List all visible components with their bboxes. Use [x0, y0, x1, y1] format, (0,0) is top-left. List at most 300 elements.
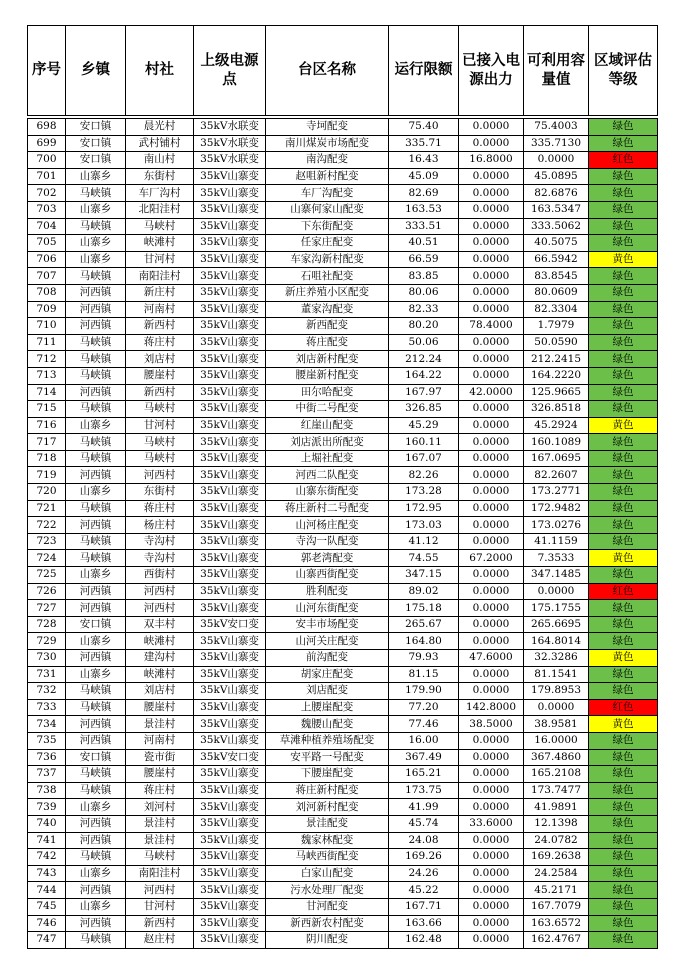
- cell-connected: 67.2000: [459, 550, 524, 567]
- cell-limit: 74.55: [389, 550, 459, 567]
- cell-source: 35kV水联变: [194, 152, 266, 169]
- cell-connected: 0.0000: [459, 135, 524, 152]
- cell-index: 713: [28, 367, 66, 384]
- cell-town: 马峡镇: [66, 533, 126, 550]
- cell-village: 刘河村: [126, 799, 194, 816]
- cell-connected: 0.0000: [459, 401, 524, 418]
- cell-area-name: 车厂沟配变: [266, 185, 389, 202]
- cell-limit: 160.11: [389, 434, 459, 451]
- cell-limit: 82.26: [389, 467, 459, 484]
- cell-index: 710: [28, 318, 66, 335]
- cell-available: 165.2108: [524, 766, 589, 783]
- cell-town: 山寨乡: [66, 898, 126, 915]
- cell-source: 35kV山寨变: [194, 799, 266, 816]
- cell-index: 698: [28, 119, 66, 136]
- cell-town: 河西镇: [66, 650, 126, 667]
- cell-available: 66.5942: [524, 251, 589, 268]
- cell-source: 35kV山寨变: [194, 434, 266, 451]
- table-row: [28, 218, 658, 235]
- cell-town: 马峡镇: [66, 550, 126, 567]
- cell-available: 81.1541: [524, 666, 589, 683]
- cell-village: 寺沟村: [126, 533, 194, 550]
- cell-area-name: 刘店配变: [266, 683, 389, 700]
- cell-level: 黄色: [589, 251, 658, 268]
- cell-available: 45.0895: [524, 168, 589, 185]
- cell-town: 山寨乡: [66, 865, 126, 882]
- table-row: [28, 500, 658, 517]
- cell-source: 35kV山寨变: [194, 815, 266, 832]
- cell-connected: 78.4000: [459, 318, 524, 335]
- cell-connected: 0.0000: [459, 218, 524, 235]
- cell-area-name: 寺沟一队配变: [266, 533, 389, 550]
- cell-source: 35kV山寨变: [194, 517, 266, 534]
- cell-area-name: 景洼配变: [266, 815, 389, 832]
- cell-source: 35kV安口变: [194, 749, 266, 766]
- cell-town: 山寨乡: [66, 201, 126, 218]
- cell-connected: 0.0000: [459, 799, 524, 816]
- cell-connected: 0.0000: [459, 666, 524, 683]
- table-row: [28, 401, 658, 418]
- cell-available: 41.1159: [524, 533, 589, 550]
- cell-limit: 164.80: [389, 633, 459, 650]
- cell-connected: 0.0000: [459, 616, 524, 633]
- cell-connected: 0.0000: [459, 849, 524, 866]
- cell-town: 河西镇: [66, 301, 126, 318]
- cell-available: 173.2771: [524, 484, 589, 501]
- cell-town: 马峡镇: [66, 401, 126, 418]
- table-row: [28, 434, 658, 451]
- cell-index: 706: [28, 251, 66, 268]
- cell-source: 35kV山寨变: [194, 235, 266, 252]
- cell-level: 绿色: [589, 367, 658, 384]
- cell-area-name: 蒋庄新村配变: [266, 782, 389, 799]
- cell-available: 45.2171: [524, 882, 589, 899]
- table-row: [28, 550, 658, 567]
- cell-limit: 41.99: [389, 799, 459, 816]
- cell-connected: 0.0000: [459, 600, 524, 617]
- cell-source: 35kV山寨变: [194, 168, 266, 185]
- cell-limit: 167.07: [389, 450, 459, 467]
- cell-available: 335.7130: [524, 135, 589, 152]
- cell-limit: 367.49: [389, 749, 459, 766]
- cell-limit: 89.02: [389, 583, 459, 600]
- cell-limit: 77.20: [389, 699, 459, 716]
- cell-limit: 41.12: [389, 533, 459, 550]
- cell-town: 马峡镇: [66, 500, 126, 517]
- cell-area-name: 刘店派出所配变: [266, 434, 389, 451]
- cell-area-name: 草滩种植养殖场配变: [266, 732, 389, 749]
- cell-town: 河西镇: [66, 517, 126, 534]
- cell-level: 绿色: [589, 517, 658, 534]
- cell-connected: 0.0000: [459, 732, 524, 749]
- cell-town: 河西镇: [66, 284, 126, 301]
- cell-area-name: 污水处理厂配变: [266, 882, 389, 899]
- table-row: [28, 467, 658, 484]
- cell-village: 新西村: [126, 915, 194, 932]
- cell-village: 蒋庄村: [126, 782, 194, 799]
- cell-available: 169.2638: [524, 849, 589, 866]
- table-row: [28, 384, 658, 401]
- cell-village: 腰崖村: [126, 699, 194, 716]
- cell-level: 绿色: [589, 119, 658, 136]
- table-row: [28, 168, 658, 185]
- cell-source: 35kV山寨变: [194, 849, 266, 866]
- table-row: [28, 683, 658, 700]
- cell-limit: 173.28: [389, 484, 459, 501]
- cell-connected: 16.8000: [459, 152, 524, 169]
- cell-available: 41.9891: [524, 799, 589, 816]
- table-row: [28, 201, 658, 218]
- cell-limit: 333.51: [389, 218, 459, 235]
- cell-source: 35kV山寨变: [194, 832, 266, 849]
- cell-source: 35kV山寨变: [194, 633, 266, 650]
- cell-index: 699: [28, 135, 66, 152]
- cell-area-name: 魏腰山配变: [266, 716, 389, 733]
- cell-source: 35kV山寨变: [194, 185, 266, 202]
- cell-source: 35kV山寨变: [194, 450, 266, 467]
- cell-source: 35kV山寨变: [194, 915, 266, 932]
- cell-area-name: 马峡西街配变: [266, 849, 389, 866]
- cell-index: 718: [28, 450, 66, 467]
- cell-limit: 16.00: [389, 732, 459, 749]
- cell-town: 马峡镇: [66, 268, 126, 285]
- table-row: [28, 301, 658, 318]
- cell-town: 马峡镇: [66, 683, 126, 700]
- cell-town: 马峡镇: [66, 434, 126, 451]
- cell-level: 绿色: [589, 450, 658, 467]
- cell-level: 绿色: [589, 334, 658, 351]
- cell-village: 峡滩村: [126, 633, 194, 650]
- cell-connected: 0.0000: [459, 683, 524, 700]
- table-row: [28, 600, 658, 617]
- cell-village: 瓷市街: [126, 749, 194, 766]
- table-row: [28, 832, 658, 849]
- cell-area-name: 中街二号配变: [266, 401, 389, 418]
- cell-source: 35kV山寨变: [194, 550, 266, 567]
- table-row: [28, 533, 658, 550]
- cell-index: 723: [28, 533, 66, 550]
- cell-source: 35kV水联变: [194, 135, 266, 152]
- cell-source: 35kV山寨变: [194, 567, 266, 584]
- cell-available: 0.0000: [524, 152, 589, 169]
- cell-level: 黄色: [589, 417, 658, 434]
- cell-level: 绿色: [589, 235, 658, 252]
- cell-index: 730: [28, 650, 66, 667]
- cell-source: 35kV山寨变: [194, 865, 266, 882]
- cell-area-name: 胡家庄配变: [266, 666, 389, 683]
- cell-source: 35kV山寨变: [194, 583, 266, 600]
- cell-town: 马峡镇: [66, 334, 126, 351]
- cell-town: 山寨乡: [66, 235, 126, 252]
- cell-available: 38.9581: [524, 716, 589, 733]
- cell-limit: 165.21: [389, 766, 459, 783]
- cell-connected: 142.8000: [459, 699, 524, 716]
- cell-village: 蒋庄村: [126, 334, 194, 351]
- cell-available: 167.0695: [524, 450, 589, 467]
- cell-source: 35kV山寨变: [194, 384, 266, 401]
- cell-limit: 173.03: [389, 517, 459, 534]
- cell-level: 绿色: [589, 683, 658, 700]
- cell-connected: 42.0000: [459, 384, 524, 401]
- cell-index: 700: [28, 152, 66, 169]
- table-row: [28, 135, 658, 152]
- cell-source: 35kV山寨变: [194, 666, 266, 683]
- table-row: [28, 898, 658, 915]
- cell-area-name: 河西二队配变: [266, 467, 389, 484]
- cell-level: 绿色: [589, 932, 658, 949]
- cell-connected: 0.0000: [459, 467, 524, 484]
- cell-level: 红色: [589, 699, 658, 716]
- cell-source: 35kV山寨变: [194, 533, 266, 550]
- cell-available: 163.6572: [524, 915, 589, 932]
- cell-village: 峡滩村: [126, 666, 194, 683]
- cell-connected: 0.0000: [459, 301, 524, 318]
- cell-index: 715: [28, 401, 66, 418]
- cell-limit: 265.67: [389, 616, 459, 633]
- cell-area-name: 刘河新村配变: [266, 799, 389, 816]
- cell-area-name: 下腰崖配变: [266, 766, 389, 783]
- cell-connected: 0.0000: [459, 533, 524, 550]
- cell-level: 黄色: [589, 716, 658, 733]
- cell-village: 南阳洼村: [126, 268, 194, 285]
- cell-town: 河西镇: [66, 600, 126, 617]
- cell-available: 75.4003: [524, 119, 589, 136]
- cell-village: 腰崖村: [126, 766, 194, 783]
- cell-level: 绿色: [589, 865, 658, 882]
- cell-town: 马峡镇: [66, 367, 126, 384]
- cell-level: 绿色: [589, 168, 658, 185]
- table-row: [28, 119, 658, 136]
- cell-source: 35kV山寨变: [194, 467, 266, 484]
- cell-index: 745: [28, 898, 66, 915]
- cell-index: 726: [28, 583, 66, 600]
- cell-village: 景洼村: [126, 716, 194, 733]
- cell-index: 717: [28, 434, 66, 451]
- cell-village: 马峡村: [126, 849, 194, 866]
- cell-area-name: 蒋庄新村二号配变: [266, 500, 389, 517]
- cell-town: 河西镇: [66, 318, 126, 335]
- cell-level: 绿色: [589, 782, 658, 799]
- cell-source: 35kV山寨变: [194, 500, 266, 517]
- table-row: [28, 815, 658, 832]
- cell-village: 河西村: [126, 467, 194, 484]
- cell-village: 腰崖村: [126, 367, 194, 384]
- cell-village: 南阳洼村: [126, 865, 194, 882]
- cell-level: 绿色: [589, 201, 658, 218]
- table-row: [28, 235, 658, 252]
- cell-level: 红色: [589, 583, 658, 600]
- cell-connected: 0.0000: [459, 268, 524, 285]
- cell-level: 绿色: [589, 384, 658, 401]
- cell-level: 绿色: [589, 135, 658, 152]
- cell-available: 125.9665: [524, 384, 589, 401]
- cell-index: 711: [28, 334, 66, 351]
- cell-index: 709: [28, 301, 66, 318]
- cell-source: 35kV山寨变: [194, 334, 266, 351]
- cell-level: 绿色: [589, 600, 658, 617]
- cell-level: 绿色: [589, 434, 658, 451]
- cell-area-name: 安丰市场配变: [266, 616, 389, 633]
- header-index: 序号: [28, 26, 66, 116]
- cell-town: 山寨乡: [66, 567, 126, 584]
- cell-village: 甘河村: [126, 417, 194, 434]
- cell-level: 绿色: [589, 882, 658, 899]
- cell-source: 35kV山寨变: [194, 898, 266, 915]
- cell-connected: 0.0000: [459, 898, 524, 915]
- cell-available: 1.7979: [524, 318, 589, 335]
- cell-source: 35kV山寨变: [194, 301, 266, 318]
- cell-source: 35kV山寨变: [194, 367, 266, 384]
- cell-town: 安口镇: [66, 616, 126, 633]
- table-row: [28, 782, 658, 799]
- cell-index: 721: [28, 500, 66, 517]
- cell-town: 河西镇: [66, 732, 126, 749]
- cell-village: 东街村: [126, 484, 194, 501]
- cell-limit: 77.46: [389, 716, 459, 733]
- cell-level: 绿色: [589, 467, 658, 484]
- cell-index: 732: [28, 683, 66, 700]
- cell-area-name: 蒋庄配变: [266, 334, 389, 351]
- cell-source: 35kV山寨变: [194, 600, 266, 617]
- cell-connected: 0.0000: [459, 484, 524, 501]
- cell-level: 绿色: [589, 633, 658, 650]
- cell-village: 北阳洼村: [126, 201, 194, 218]
- cell-source: 35kV山寨变: [194, 732, 266, 749]
- cell-area-name: 山河杨庄配变: [266, 517, 389, 534]
- cell-source: 35kV山寨变: [194, 932, 266, 949]
- cell-source: 35kV山寨变: [194, 401, 266, 418]
- cell-limit: 66.59: [389, 251, 459, 268]
- cell-village: 河西村: [126, 583, 194, 600]
- cell-village: 马峡村: [126, 218, 194, 235]
- cell-level: 绿色: [589, 832, 658, 849]
- cell-level: 绿色: [589, 533, 658, 550]
- cell-village: 刘店村: [126, 351, 194, 368]
- table-row: [28, 650, 658, 667]
- cell-available: 82.6876: [524, 185, 589, 202]
- header-level: 区域评估等级: [589, 26, 658, 116]
- cell-source: 35kV山寨变: [194, 683, 266, 700]
- cell-index: 734: [28, 716, 66, 733]
- cell-town: 山寨乡: [66, 251, 126, 268]
- cell-available: 173.7477: [524, 782, 589, 799]
- table-row: [28, 268, 658, 285]
- cell-available: 40.5075: [524, 235, 589, 252]
- cell-area-name: 红崖山配变: [266, 417, 389, 434]
- cell-index: 737: [28, 766, 66, 783]
- cell-level: 绿色: [589, 616, 658, 633]
- cell-level: 绿色: [589, 318, 658, 335]
- cell-area-name: 赵咀新村配变: [266, 168, 389, 185]
- cell-index: 739: [28, 799, 66, 816]
- cell-source: 35kV山寨变: [194, 318, 266, 335]
- cell-level: 绿色: [589, 915, 658, 932]
- cell-index: 716: [28, 417, 66, 434]
- cell-available: 173.0276: [524, 517, 589, 534]
- cell-available: 12.1398: [524, 815, 589, 832]
- cell-town: 马峡镇: [66, 699, 126, 716]
- cell-limit: 212.24: [389, 351, 459, 368]
- cell-index: 714: [28, 384, 66, 401]
- cell-connected: 0.0000: [459, 367, 524, 384]
- cell-index: 742: [28, 849, 66, 866]
- cell-area-name: 新西新农村配变: [266, 915, 389, 932]
- cell-source: 35kV山寨变: [194, 417, 266, 434]
- cell-village: 赵庄村: [126, 932, 194, 949]
- cell-town: 河西镇: [66, 583, 126, 600]
- cell-village: 景洼村: [126, 815, 194, 832]
- cell-limit: 75.40: [389, 119, 459, 136]
- cell-available: 164.2220: [524, 367, 589, 384]
- cell-available: 212.2415: [524, 351, 589, 368]
- cell-area-name: 南川煤炭市场配变: [266, 135, 389, 152]
- cell-index: 738: [28, 782, 66, 799]
- cell-source: 35kV山寨变: [194, 351, 266, 368]
- cell-village: 马峡村: [126, 450, 194, 467]
- cell-source: 35kV山寨变: [194, 284, 266, 301]
- cell-limit: 79.93: [389, 650, 459, 667]
- table-row: [28, 351, 658, 368]
- cell-village: 建沟村: [126, 650, 194, 667]
- cell-available: 175.1755: [524, 600, 589, 617]
- cell-connected: 0.0000: [459, 168, 524, 185]
- table-row: [28, 865, 658, 882]
- cell-available: 160.1089: [524, 434, 589, 451]
- cell-village: 双丰村: [126, 616, 194, 633]
- header-source: 上级电源点: [194, 26, 266, 116]
- header-connected: 已接入电源出力: [459, 26, 524, 116]
- cell-limit: 83.85: [389, 268, 459, 285]
- cell-town: 山寨乡: [66, 168, 126, 185]
- table-row: [28, 583, 658, 600]
- cell-area-name: 任家庄配变: [266, 235, 389, 252]
- cell-town: 安口镇: [66, 135, 126, 152]
- table-row: [28, 567, 658, 584]
- cell-limit: 24.26: [389, 865, 459, 882]
- header-village: 村社: [126, 26, 194, 116]
- cell-available: 347.1485: [524, 567, 589, 584]
- cell-village: 新西村: [126, 318, 194, 335]
- cell-source: 35kV山寨变: [194, 699, 266, 716]
- header-area-name: 台区名称: [266, 26, 389, 116]
- cell-limit: 40.51: [389, 235, 459, 252]
- cell-level: 绿色: [589, 218, 658, 235]
- cell-village: 甘河村: [126, 251, 194, 268]
- cell-town: 河西镇: [66, 815, 126, 832]
- cell-village: 南山村: [126, 152, 194, 169]
- cell-index: 740: [28, 815, 66, 832]
- cell-level: 绿色: [589, 268, 658, 285]
- cell-available: 163.5347: [524, 201, 589, 218]
- cell-area-name: 山寨何家山配变: [266, 201, 389, 218]
- cell-connected: 0.0000: [459, 500, 524, 517]
- cell-connected: 0.0000: [459, 832, 524, 849]
- cell-level: 绿色: [589, 732, 658, 749]
- cell-index: 702: [28, 185, 66, 202]
- cell-available: 164.8014: [524, 633, 589, 650]
- cell-available: 80.0609: [524, 284, 589, 301]
- cell-level: 绿色: [589, 500, 658, 517]
- cell-area-name: 南沟配变: [266, 152, 389, 169]
- cell-limit: 162.48: [389, 932, 459, 949]
- cell-available: 24.0782: [524, 832, 589, 849]
- cell-level: 绿色: [589, 749, 658, 766]
- cell-limit: 45.22: [389, 882, 459, 899]
- cell-village: 新西村: [126, 384, 194, 401]
- cell-limit: 45.29: [389, 417, 459, 434]
- cell-source: 35kV山寨变: [194, 650, 266, 667]
- cell-level: 绿色: [589, 284, 658, 301]
